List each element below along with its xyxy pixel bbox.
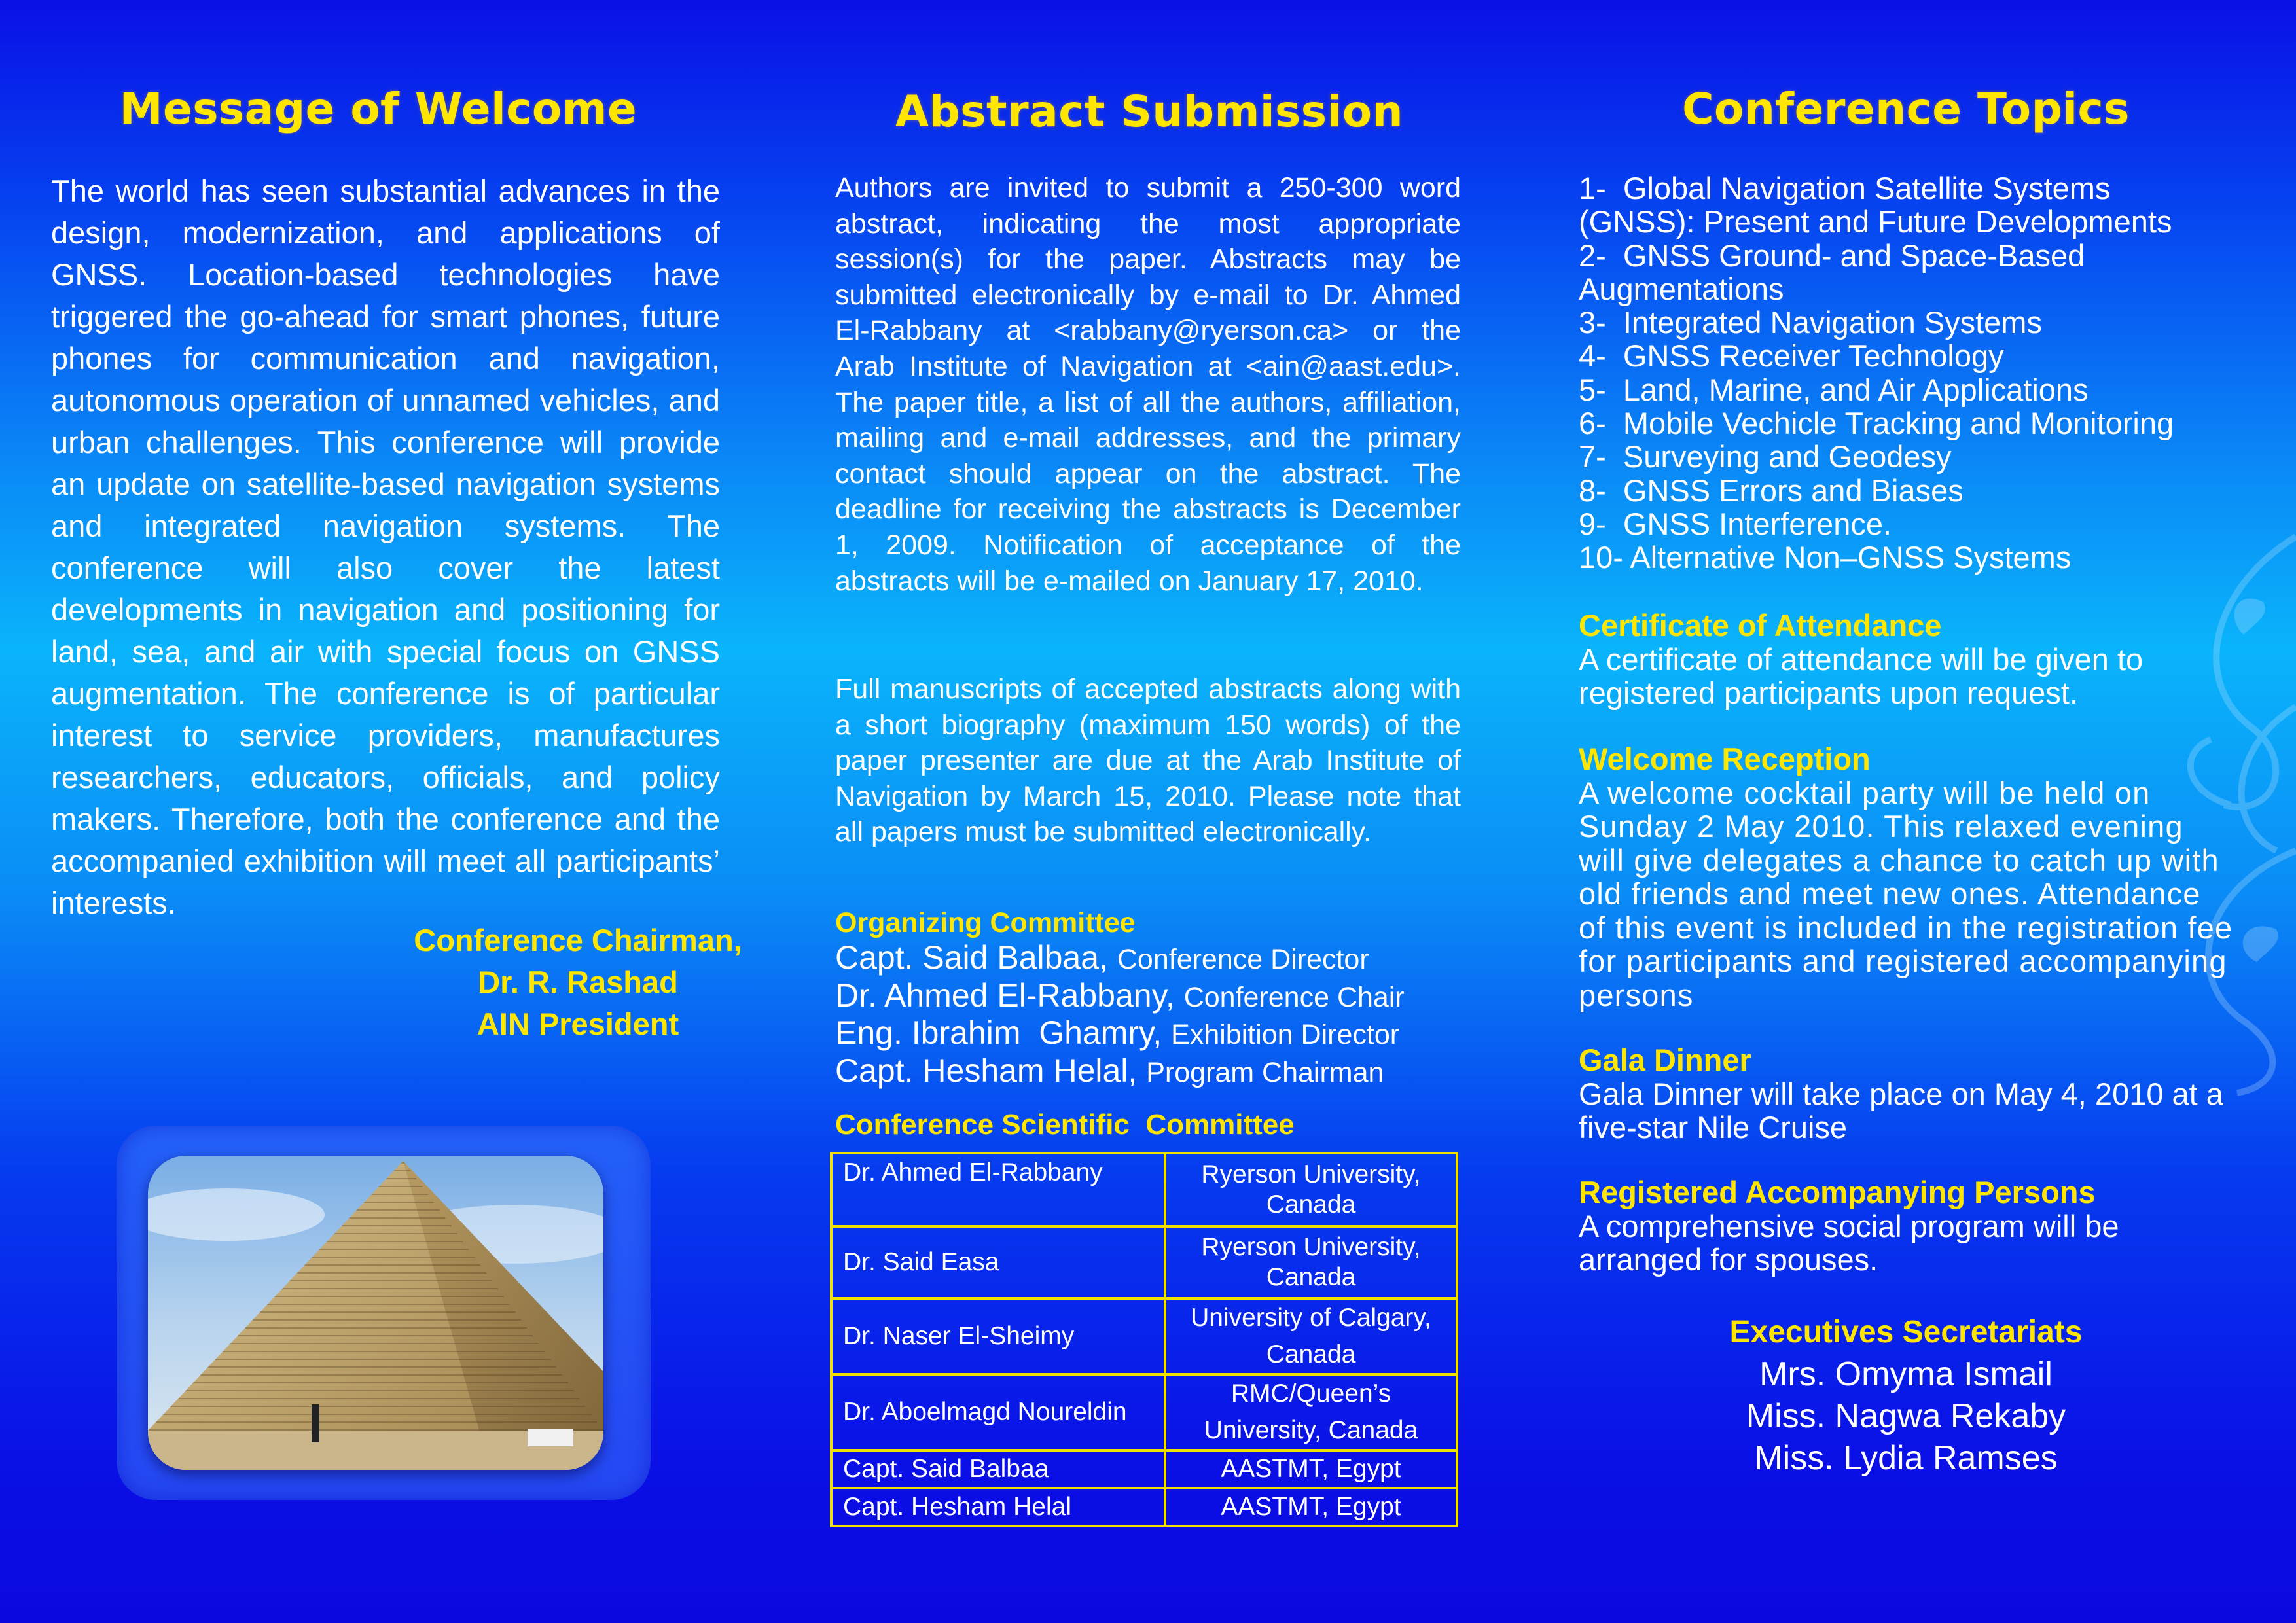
- member-name: Capt. Hesham Helal,: [835, 1052, 1138, 1089]
- scientific-committee-title: Conference Scientific Committee: [835, 1109, 1295, 1141]
- welcome-heading: Message of Welcome: [119, 84, 637, 134]
- table-cell-affiliation: AASTMT, Egypt: [1165, 1450, 1457, 1488]
- secretariats-title: Executives Secretariats: [1729, 1315, 2083, 1349]
- reception-section: [1579, 742, 2233, 1012]
- member-role: Exhibition Director: [1171, 1019, 1400, 1050]
- chairman-name: Dr. R. Rashad: [478, 965, 678, 999]
- table-cell-name: Capt. Hesham Helal: [831, 1488, 1165, 1526]
- topics-heading: Conference Topics: [1682, 84, 2130, 134]
- table-row: [831, 1153, 1457, 1226]
- topic-item: 2- GNSS Ground- and Space-Based Augmentations: [1579, 238, 2092, 306]
- table-row: [831, 1374, 1457, 1450]
- gala-text: Gala Dinner will take place on May 4, 2010 at a five-star Nile Cruise: [1579, 1076, 2223, 1145]
- abstract-heading: Abstract Submission: [895, 86, 1404, 137]
- table-row: [831, 1226, 1457, 1298]
- committee-member: [835, 1015, 1405, 1053]
- certificate-title: Certificate of Attendance: [1579, 608, 1942, 643]
- scientific-committee-table: [830, 1152, 1458, 1527]
- chairman-role: AIN President: [476, 1007, 679, 1041]
- table-cell-affiliation: AASTMT, Egypt: [1165, 1488, 1457, 1526]
- certificate-text: A certificate of attendance will be given to registered participants upon request.: [1579, 641, 2144, 710]
- reception-title: Welcome Reception: [1579, 741, 1871, 776]
- certificate-section: [1579, 609, 2233, 710]
- table-cell-name: Dr. Said Easa: [831, 1226, 1165, 1298]
- committee-member: [835, 940, 1405, 978]
- table-cell-name: Dr. Ahmed El-Rabbany: [831, 1153, 1165, 1226]
- organizing-committee-title: Organizing Committee: [835, 907, 1136, 938]
- accompanying-title: Registered Accompanying Persons: [1579, 1175, 2096, 1209]
- secretariat-name: Mrs. Omyma Ismail: [1759, 1355, 2053, 1393]
- committee-member: [835, 978, 1405, 1016]
- topic-item: 9- GNSS Interference.: [1579, 506, 1892, 541]
- pyramid-photo: [148, 1156, 603, 1470]
- topic-item: 8- GNSS Errors and Biases: [1579, 473, 1964, 508]
- table-cell-affiliation: RMC/Queen’s University, Canada: [1165, 1374, 1457, 1450]
- chairman-signature: [359, 919, 797, 1045]
- abstract-paragraph-1: Authors are invited to submit a 250-300 word abstract, indicating the most appropriate session(s) for the paper. Abstracts may be submitted electronically by e-mail to Dr. Ahmed El-Rabbany at <rabbany@ryerson.ca> or the Arab Institute of Navigation at <ain@aast.edu>. The paper title, a list of all the authors, affiliation, mailing and e-mail addresses, and the primary contact should appear on the abstract. The deadline for receiving the abstracts is December 1, 2009. Notification of acceptance of the abstracts will be e-mailed on January 17, 2010.: [835, 172, 1461, 597]
- accompanying-section: [1579, 1175, 2233, 1277]
- gala-title: Gala Dinner: [1579, 1043, 1751, 1077]
- abstract-paragraph-2: Full manuscripts of accepted abstracts along with a short biography (maximum 150 words) of the paper presenter are due at the Arab Institute of Navigation by March 15, 2010. Please note that all papers must be submitted electronically.: [835, 673, 1461, 848]
- secretariat-name: Miss. Lydia Ramses: [1754, 1439, 2058, 1477]
- topic-item: 4- GNSS Receiver Technology: [1579, 338, 2004, 374]
- gala-section: [1579, 1043, 2233, 1145]
- member-role: Program Chairman: [1146, 1056, 1384, 1088]
- table-row: [831, 1488, 1457, 1526]
- topic-item: 10- Alternative Non–GNSS Systems: [1579, 540, 2072, 575]
- table-row: [831, 1298, 1457, 1374]
- member-role: Conference Director: [1117, 944, 1369, 975]
- table-cell-name: Dr. Aboelmagd Noureldin: [831, 1374, 1165, 1450]
- topics-list: [1579, 171, 2233, 575]
- table-cell-name: Dr. Naser El-Sheimy: [831, 1298, 1165, 1374]
- topic-item: 7- Surveying and Geodesy: [1579, 439, 1952, 474]
- member-name: Capt. Said Balbaa,: [835, 939, 1108, 976]
- table-cell-affiliation: University of Calgary, Canada: [1165, 1298, 1457, 1374]
- committee-member: [835, 1053, 1405, 1091]
- table-row: [831, 1450, 1457, 1488]
- abstract-column: [835, 0, 1463, 1623]
- member-role: Conference Chair: [1183, 981, 1405, 1013]
- member-name: Eng. Ibrahim Ghamry,: [835, 1014, 1162, 1051]
- secretariat-name: Miss. Nagwa Rekaby: [1746, 1397, 2066, 1435]
- photo-frame: [117, 1126, 651, 1500]
- table-cell-affiliation: Ryerson University, Canada: [1165, 1153, 1457, 1226]
- topic-item: 5- Land, Marine, and Air Applications: [1579, 372, 2089, 407]
- secretariats-block: [1579, 1311, 2233, 1479]
- organizing-committee-list: [835, 940, 1405, 1090]
- welcome-message-text: The world has seen substantial advances in the design, modernization, and applications of GNSS. Location-based technologies have triggered the go-ahead for smart phones, future phones for communication and navigation, autonomous operation of unnamed vehicles, and urban challenges. This conference will provide an update on satellite-based navigation systems and integrated navigation systems. The conference will also cover the latest developments in navigation and positioning for land, sea, and air with special focus on GNSS augmentation. The conference is of particular interest to service providers, manufactures researchers, educators, officials, and policy makers. Therefore, both the conference and the accompanied exhibition will meet all participants’ interests.: [51, 173, 720, 920]
- topics-column: [1579, 0, 2233, 1623]
- chairman-title: Conference Chairman,: [414, 923, 742, 957]
- topic-item: 3- Integrated Navigation Systems: [1579, 305, 2042, 340]
- reception-text: A welcome cocktail party will be held on Sunday 2 May 2010. This relaxed evening will give delegates a chance to catch up with old friends and meet new ones. Attendance of this event is included in the registration fee for participants and registered accompanying persons: [1579, 775, 2233, 1012]
- table-cell-name: Capt. Said Balbaa: [831, 1450, 1165, 1488]
- topic-item: 1- Global Navigation Satellite Systems (GNSS): Present and Future Developments: [1579, 171, 2172, 240]
- table-cell-affiliation: Ryerson University, Canada: [1165, 1226, 1457, 1298]
- accompanying-text: A comprehensive social program will be arranged for spouses.: [1579, 1208, 2119, 1277]
- topic-item: 6- Mobile Vechicle Tracking and Monitoring: [1579, 406, 2174, 441]
- welcome-column: [51, 0, 742, 1623]
- member-name: Dr. Ahmed El-Rabbany,: [835, 976, 1175, 1014]
